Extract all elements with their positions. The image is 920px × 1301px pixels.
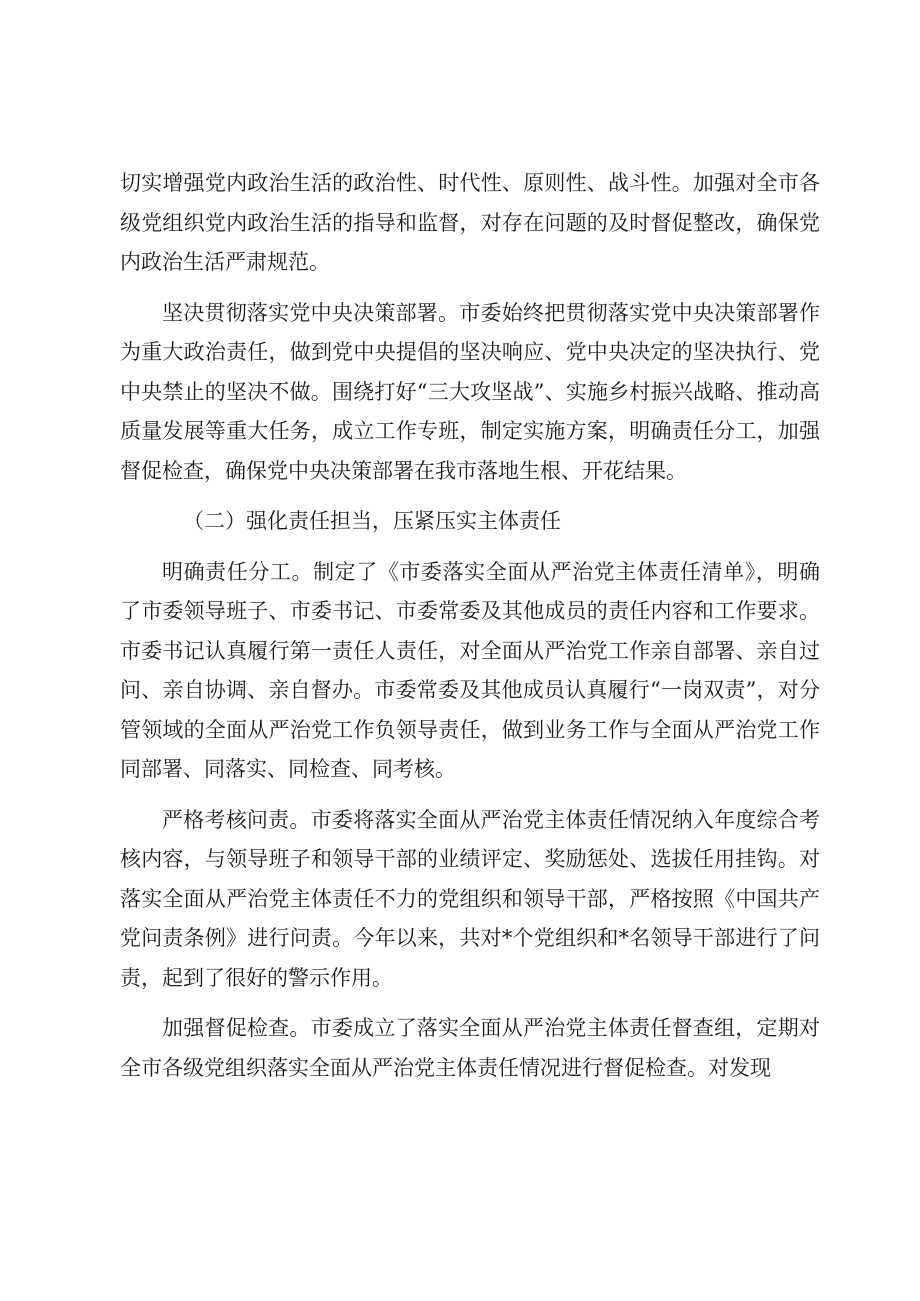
section-heading: （二）强化责任担当，压紧压实主体责任 — [183, 509, 561, 533]
paragraph-supervision-inspection: 加强督促检查。市委成立了落实全面从严治党主体责任督查组，定期对全市各级党组织落实全面从严治党主体责任情况进行督促检查。对发现 — [120, 1016, 820, 1080]
paragraph-party-central-decisions: 坚决贯彻落实党中央决策部署。市委始终把贯彻落实党中央决策部署作为重大政治责任，做到党中央提倡的坚决响应、党中央决定的坚决执行、党中央禁止的坚决不做。围绕打好“三大攻坚战”、实施乡村振兴战略、推动高质量发展等重大任务，成立工作专班，制定实施方案，明确责任分工，加强督促检查，确保党中央决策部署在我市落地生根、开花结果。 — [120, 300, 820, 483]
paragraph-assessment-accountability: 严格考核问责。市委将落实全面从严治党主体责任情况纳入年度综合考核内容，与领导班子和领导干部的业绩评定、奖励惩处、选拔任用挂钩。对落实全面从严治党主体责任不力的党组织和领导干部，严格按照《中国共产党问责条例》进行问责。今年以来，共对*个党组织和*名领导干部进行了问责，起到了很好的警示作用。 — [120, 807, 820, 990]
paragraph-continuation: 切实增强党内政治生活的政治性、时代性、原则性、战斗性。加强对全市各级党组织党内政治生活的指导和监督，对存在问题的及时督促整改，确保党内政治生活严肃规范。 — [120, 171, 820, 274]
paragraph-responsibility-division: 明确责任分工。制定了《市委落实全面从严治党主体责任清单》，明确了市委领导班子、市委书记、市委常委及其他成员的责任内容和工作要求。市委书记认真履行第一责任人责任，对全面从严治党工作亲自部署、亲自过问、亲自协调、亲自督办。市委常委及其他成员认真履行“一岗双责”，对分管领域的全面从严治党工作负领导责任，做到业务工作与全面从严治党工作同部署、同落实、同检查、同考核。 — [120, 559, 820, 781]
document-body — [120, 164, 820, 1099]
